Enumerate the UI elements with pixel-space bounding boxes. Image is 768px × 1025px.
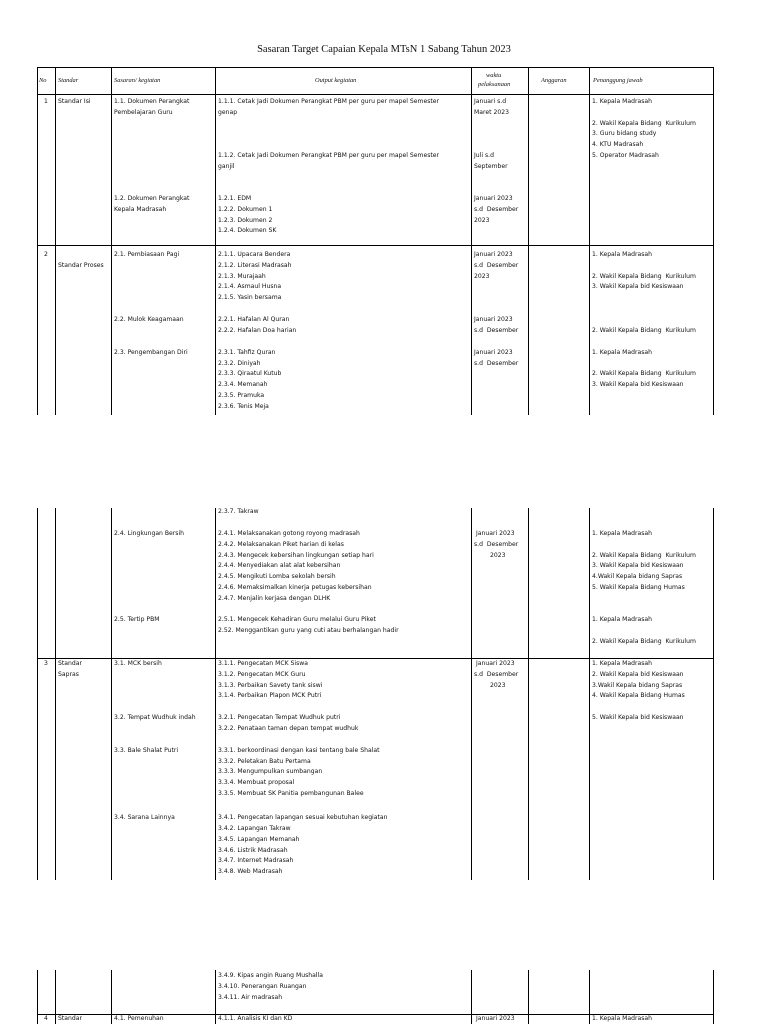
output-cell: 2.1.3. Murajaah — [218, 273, 266, 280]
waktu-cell: s.d Desember — [474, 360, 519, 367]
col-line — [37, 970, 38, 1024]
waktu-cell: Januari 2023 — [474, 251, 513, 258]
waktu-cell: s.d Desember — [474, 262, 519, 269]
col-line — [528, 508, 529, 880]
kegiatan-cell: 2.5. Tertip PBM — [114, 616, 160, 623]
waktu-cell: Januari 2023 — [474, 316, 513, 323]
kegiatan-cell: 3.4. Sarana Lainnya — [114, 814, 175, 821]
waktu-cell: September — [474, 163, 508, 170]
penanggung-cell: 2. Wakil Kepala Bidang Kurikulum — [592, 327, 696, 334]
output-cell: 2.3.5. Pramuka — [218, 392, 265, 399]
col-line — [111, 970, 112, 1024]
output-cell: 2.4.4. Menyediakan alat alat kebersihan — [218, 562, 341, 569]
penanggung-cell: 1. Kepala Madrasah — [592, 251, 653, 258]
kegiatan-cell: 2.1. Pembiasaan Pagi — [114, 251, 180, 258]
penanggung-cell: 3.Wakil Kepala bidang Sapras — [592, 682, 683, 689]
waktu-cell: s.d Desember — [474, 206, 519, 213]
kegiatan-cell: 1.1. Dokumen Perangkat — [114, 98, 190, 105]
output-cell: 1.1.2. Cetak Jadi Dokumen Perangkat PBM per guru per mapel Semester — [218, 152, 440, 159]
output-cell: 3.3.2. Peletakan Batu Pertama — [218, 758, 311, 765]
penanggung-cell: 1. Kepala Madrasah — [592, 1015, 653, 1022]
output-cell: 3.4.5. Lapangan Memanah — [218, 836, 300, 843]
standar-cell: Standar Isi — [58, 98, 91, 105]
penanggung-cell: 2. Wakil Kepala Bidang Kurikulum — [592, 120, 696, 127]
penanggung-cell: 5. Wakil Kepala bid Kesiswaan — [592, 714, 684, 721]
waktu-cell: 2023 — [474, 217, 490, 224]
kegiatan-cell: 2.4. Lingkungan Bersih — [114, 530, 185, 537]
waktu-cell: Januari 2023 — [476, 530, 515, 537]
standar-cell: Standar — [58, 660, 82, 667]
waktu-cell: 2023 — [474, 273, 490, 280]
header-output: Output kegiatan — [315, 77, 357, 84]
output-cell: 2.3.2. Diniyah — [218, 360, 261, 367]
kegiatan-cell: 4.1. Pemenuhan — [114, 1015, 164, 1022]
waktu-cell: Juli s.d — [474, 152, 494, 159]
penanggung-cell: 5. Wakil Kepala Bidang Humas — [592, 584, 685, 591]
col-line — [589, 67, 590, 415]
penanggung-cell: 5. Operator Madrasah — [592, 152, 659, 159]
output-cell: 3.4.11. Air madrasah — [218, 994, 283, 1001]
output-cell: 2.5.1. Mengecek Kehadiran Guru melalui Guru Piket — [218, 616, 376, 623]
output-cell: 2.4.3. Mengecek kebersihan lingkungan setiap hari — [218, 552, 374, 559]
header-penanggung: Penanggung jawab — [593, 77, 643, 84]
kegiatan-cell: Kepala Madrasah — [114, 206, 167, 213]
waktu-cell: Januari 2023 — [474, 349, 513, 356]
document-title: Sasaran Target Capaian Kepala MTsN 1 Sabang Tahun 2023 — [257, 44, 511, 55]
penanggung-cell: 1. Kepala Madrasah — [592, 349, 653, 356]
output-cell: 3.1.1. Pengecatan MCK Siswa — [218, 660, 308, 667]
penanggung-cell: 3. Wakil Kepala bid Kesiswaan — [592, 562, 684, 569]
penanggung-cell: 2. Wakil Kepala bid Kesiswaan — [592, 671, 684, 678]
penanggung-cell: 4.Wakil Kepala bidang Sapras — [592, 573, 683, 580]
waktu-cell: 2023 — [490, 552, 506, 559]
col-line — [713, 970, 714, 1024]
output-cell: 3.4.2. Lapangan Takraw — [218, 825, 291, 832]
col-line — [111, 67, 112, 415]
waktu-cell: s.d Desember — [474, 541, 519, 548]
penanggung-cell: 2. Wakil Kepala Bidang Kurikulum — [592, 273, 696, 280]
kegiatan-cell: 3.3. Bale Shalat Putri — [114, 747, 179, 754]
output-cell: 2.4.2. Melaksanakan Piket harian di kelas — [218, 541, 344, 548]
penanggung-cell: 2. Wakil Kepala Bidang Kurikulum — [592, 552, 696, 559]
output-cell: 3.1.3. Perbaikan Savety tank siswi — [218, 682, 323, 689]
output-cell: 2.3.3. Qiraatul Kutub — [218, 370, 282, 377]
row-number: 1 — [44, 98, 48, 105]
penanggung-cell: 2. Wakil Kepala Bidang Kurikulum — [592, 370, 696, 377]
output-cell: 3.1.4. Perbaikan Plapon MCK Putri — [218, 692, 322, 699]
penanggung-cell: 3. Wakil Kepala bid Kesiswaan — [592, 381, 684, 388]
col-line — [528, 67, 529, 415]
row-number: 4 — [44, 1015, 48, 1022]
output-cell: 3.1.2. Pengecatan MCK Guru — [218, 671, 306, 678]
output-cell: 1.1.1. Cetak Jadi Dokumen Perangkat PBM per guru per mapel Semester — [218, 98, 440, 105]
standar-cell: Standar Proses — [58, 262, 104, 269]
col-line — [528, 970, 529, 1024]
penanggung-cell: 4. Wakil Kepala Bidang Humas — [592, 692, 685, 699]
col-line — [37, 508, 38, 880]
waktu-cell: Januari 2023 — [476, 660, 515, 667]
waktu-cell: s.d Desember — [474, 327, 519, 334]
col-line — [713, 67, 714, 415]
col-line — [215, 67, 216, 415]
output-cell: 2.52. Menggantikan guru yang cuti atau berhalangan hadir — [218, 627, 399, 634]
kegiatan-cell: 3.1. MCK bersih — [114, 660, 162, 667]
penanggung-cell: 1. Kepala Madrasah — [592, 530, 653, 537]
kegiatan-cell: Pembelajaran Guru — [114, 109, 173, 116]
output-cell: 3.4.1. Pengecatan lapangan sesuai kebutuhan kegiatan — [218, 814, 388, 821]
output-cell: 2.2.1. Hafalan Al Quran — [218, 316, 290, 323]
col-line — [471, 67, 472, 415]
output-cell: 3.3.3. Mengumpulkan sumbangan — [218, 768, 323, 775]
output-cell: 3.4.10. Penerangan Ruangan — [218, 983, 307, 990]
penanggung-cell: 4. KTU Madrasah — [592, 141, 644, 148]
output-cell: 3.4.6. Listrik Madrasah — [218, 847, 288, 854]
col-line — [55, 970, 56, 1024]
output-cell: 2.1.2. Literasi Madrasah — [218, 262, 292, 269]
output-cell: 2.1.4. Asmaul Husna — [218, 283, 282, 290]
standar-cell: Sapras — [58, 671, 79, 678]
col-line — [215, 970, 216, 1024]
output-cell: 2.3.6. Tenis Meja — [218, 403, 269, 410]
output-cell: genap — [218, 109, 238, 116]
output-cell: 2.4.5. Mengikuti Lomba sekolah bersih — [218, 573, 336, 580]
header-waktu-2: pelaksanaan — [478, 81, 511, 88]
output-cell: 2.4.6. Memaksimalkan kinerja petugas kebersihan — [218, 584, 372, 591]
output-cell: 3.4.7. Internet Madrasah — [218, 857, 294, 864]
penanggung-cell: 3. Wakil Kepala bid Kesiswaan — [592, 283, 684, 290]
col-line — [471, 970, 472, 1024]
output-cell: 3.3.5. Membuat SK Panitia pembangunan Balee — [218, 790, 364, 797]
col-line — [55, 508, 56, 880]
header-bottom-line — [37, 94, 714, 95]
kegiatan-cell: 1.2. Dokumen Perangkat — [114, 195, 190, 202]
penanggung-cell: 1. Kepala Madrasah — [592, 616, 653, 623]
kegiatan-cell: 3.2. Tempat Wudhuk indah — [114, 714, 196, 721]
header-anggaran: Anggaran — [541, 77, 567, 84]
row-number: 2 — [44, 251, 48, 258]
waktu-cell: Januari 2023 — [476, 1015, 515, 1022]
col-line — [471, 508, 472, 880]
output-cell: 3.2.2. Penataan taman depan tempat wudhuk — [218, 725, 359, 732]
output-cell: 1.2.1. EDM — [218, 195, 252, 202]
kegiatan-cell: 2.3. Pengembangan Diri — [114, 349, 188, 356]
row-divider — [37, 245, 714, 246]
kegiatan-cell: 2.2. Mulok Keagamaan — [114, 316, 184, 323]
output-cell: 2.2.2. Hafalan Doa harian — [218, 327, 297, 334]
waktu-cell: Januari 2023 — [474, 195, 513, 202]
col-line — [713, 508, 714, 880]
table-border-top — [37, 67, 714, 68]
output-cell: 1.2.2. Dokumen 1 — [218, 206, 273, 213]
output-cell: 3.2.1. Pengecatan Tempat Wudhuk putri — [218, 714, 341, 721]
waktu-cell: Januari s.d — [474, 98, 507, 105]
output-cell: 1.2.4. Dokumen SK — [218, 227, 277, 234]
header-standar: Standar — [58, 77, 79, 84]
header-no: No — [39, 77, 47, 84]
output-cell: 2.4.1. Melaksanakan gotong royong madrasah — [218, 530, 360, 537]
penanggung-cell: 1. Kepala Madrasah — [592, 660, 653, 667]
output-cell: 2.4.7. Menjalin kerjasa dengan DLHK — [218, 595, 331, 602]
col-line — [111, 508, 112, 880]
col-line — [589, 970, 590, 1024]
output-cell: 2.1.5. Yasin bersama — [218, 294, 282, 301]
output-cell: 4.1.1. Analisis KI dan KD — [218, 1015, 293, 1022]
col-line — [215, 508, 216, 880]
output-cell: 3.4.9. Kipas angin Ruang Mushalla — [218, 972, 323, 979]
penanggung-cell: 2. Wakil Kepala Bidang Kurikulum — [592, 638, 696, 645]
header-waktu: waktu — [486, 72, 502, 79]
row-number: 3 — [44, 660, 48, 667]
waktu-cell: s.d Desember — [474, 671, 519, 678]
output-cell: 1.2.3. Dokumen 2 — [218, 217, 273, 224]
header-sasaran: Sasaran/ kegiatan — [114, 77, 161, 84]
col-line — [37, 67, 38, 415]
output-cell: 3.3.1. berkoordinasi dengan kasi tentang bale Shalat — [218, 747, 380, 754]
penanggung-cell: 3. Guru bidang study — [592, 130, 657, 137]
output-cell: 2.3.1. Tahfiz Quran — [218, 349, 276, 356]
waktu-cell: 2023 — [490, 682, 506, 689]
col-line — [589, 508, 590, 880]
output-cell: 3.3.4. Membuat proposal — [218, 779, 295, 786]
output-cell: ganjil — [218, 163, 235, 170]
output-cell: 2.1.1. Upacara Bendera — [218, 251, 291, 258]
output-cell: 2.3.7. Takraw — [218, 508, 259, 515]
output-cell: 2.3.4. Memanah — [218, 381, 268, 388]
col-line — [55, 67, 56, 415]
waktu-cell: Maret 2023 — [474, 109, 509, 116]
penanggung-cell: 1. Kepala Madrasah — [592, 98, 653, 105]
output-cell: 3.4.8. Web Madrasah — [218, 868, 283, 875]
standar-cell: Standar — [58, 1015, 82, 1022]
